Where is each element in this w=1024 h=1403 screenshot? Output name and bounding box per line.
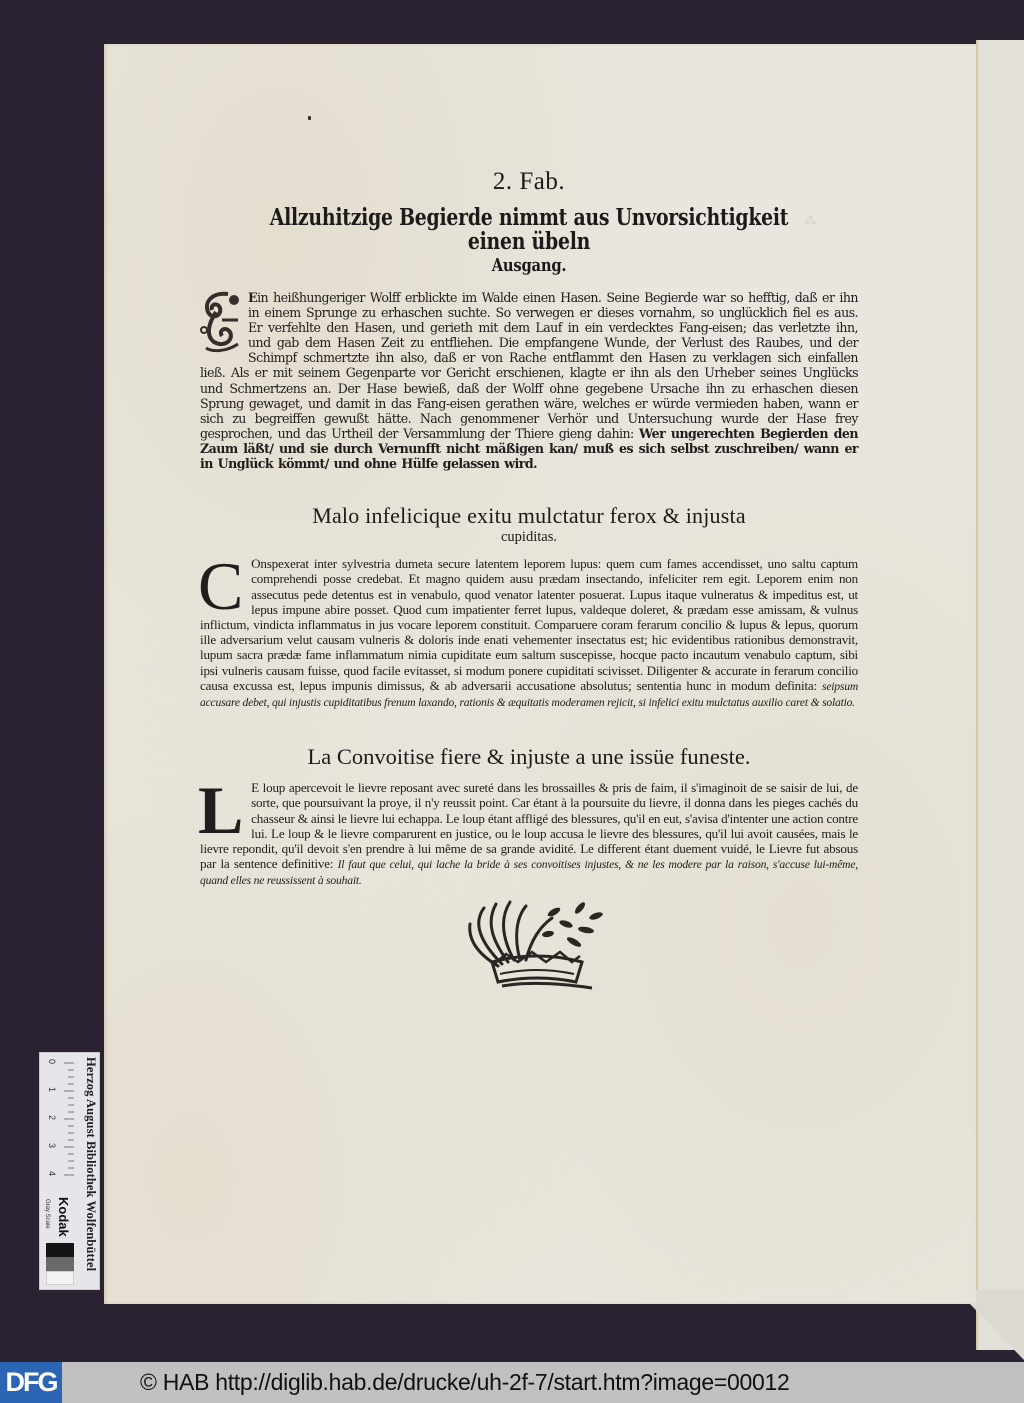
library-label: Herzog August Bibliothek Wolfenbüttel xyxy=(84,1057,98,1272)
german-title-line1: Allzuhitzige Begierde nimmt aus Unvorsichtigkeit einen übeln xyxy=(269,204,789,255)
copyright-url: © HAB http://diglib.hab.de/drucke/uh-2f-7/start.htm?image=00012 xyxy=(140,1369,790,1395)
adjacent-page-edge xyxy=(976,40,1024,1350)
french-title: La Convoitise fiere & injuste a une issüe funeste. xyxy=(307,744,751,770)
latin-drop-cap: C xyxy=(198,548,244,625)
svg-text:3: 3 xyxy=(47,1143,57,1149)
svg-text:4: 4 xyxy=(47,1171,57,1177)
gray-swatch-mid xyxy=(46,1257,74,1271)
german-title xyxy=(259,206,799,278)
french-body: E loup apercevoit le lievre reposant avec sureté dans les brossailles & pris de faim, il s'imaginoit de se saisir de lui, de sorte, que poursuivant la proye, il n'y reussit point. Car étant à la poursuite du lievre, il donna dans les pieges cachés du chasseur & ainsi le lievre lui echappa. Le loup étant affligé des blessures, qu'il en eut, s'avisa d'intenter une action contre lui. Le loup & le lievre comparurent en justice, ou le loup accusa le lievre des blessures, qu'il lui avoit causées, mais le lievre repondit, qu'il devoit s'en prendre à lui même de sa grande avidité. Le different étant duement vuidé, le Lievre fut absous par la sentence definitive: xyxy=(200,780,858,872)
german-title-line2: Ausgang. xyxy=(491,255,567,276)
latin-title-line2: cupiditas. xyxy=(501,529,557,546)
ruler-icon xyxy=(44,1057,74,1187)
gray-swatch-white xyxy=(46,1271,74,1285)
svg-text:2: 2 xyxy=(47,1115,57,1121)
french-text xyxy=(198,772,858,888)
bleed-through-text: ⁂ xyxy=(804,214,817,229)
german-body: in heißhungeriger Wolff erblickte im Walde einen Hasen. Seine Begierde war so hefftig, daß er ihn in einem Sprunge zu erhaschen suchte. So verwegen er dieses vornahm, so unglücklich fiel es aus. Er verfehlte den Hasen, und gerieth mit dem Lauf in ein verdecktes Fang-eisen; das verletzte ihn, und gab dem Hasen Zeit zu entfliehen. Die empfangene Wunde, der Verlust des Raubes, und der Schimpf schmertzte ihn also, daß er von Rache entflammt den Hasen zu verklagen sich einfallen ließ. Als er mit seinem Gegenparte vor Gericht erschienen, klagte er ihn als den Urheber seines Unglücks und Schmertzens an. Der Hase bewieß, daß der Wolff ohne gegebene Ursache ihn zu erhaschen diesen Sprung gewaget, und damit in das Fang-eisen gerathen wäre, welches er würde vermieden haben, wann er sich zu begreiffen gewußt hätte. Nach genommener Verhör und Untersuchung wurde der Hase frey gesprochen, und das Urtheil der Versammlung der Thiere gieng dahin: xyxy=(200,290,858,441)
kodak-label: Kodak xyxy=(56,1197,71,1237)
dfg-logo: DFG xyxy=(0,1362,62,1403)
ink-speck xyxy=(308,116,311,120)
french-drop-cap: L xyxy=(198,772,244,849)
scale-bar xyxy=(39,1052,100,1290)
french-moral: Il faut que celui, qui lache la bride à ses convoitises injustes, & ne les modere par la raison, s'accuse lui-même, quand elles ne reussissent à souhait. xyxy=(200,858,858,888)
footer-bar xyxy=(0,1362,1024,1403)
svg-text:1: 1 xyxy=(47,1087,57,1093)
ornate-initial-e-icon xyxy=(198,290,242,354)
latin-body: Onspexerat inter sylvestria dumeta secure latentem leporem lupus: quem cum fames accendisset, uno saltu captum comprehendi posse credebat. Et magno quidem ausu prædam insectando, infeliciter rem egit. Leporem enim non assecutus pede detentus est in venabulo, quod venator latenter posuerat. Lupus itaque vulneratus & impeditus est, ut lepus impune abire posset. Quod cum impatienter ferret lupus, valdeque doleret, & prædam esse amissam, & vulnus inflictum, vindicta inflammatus in jus vocare leporem constituit. Comparuere coram ferarum concilio & lupus & lepus, quorum ille adversarium velut causam vulneris & doloris inde enati vehementer insectatus est; hic evidentibus rationibus demonstravit, lupum sacra prædæ fame inflammatum nimia cupiditate eum saltum suscepisse, hocque pacto incautum venabulo captum, sibi ipsi vulneris causam fuisse, quod facile evitasset, si modum ponere cupiditati scivisset. Diligenter & accurate in ferarum concilio causa excussa est, lepus impunis dimissus, & ab adversarii accusatione absolutus; sententia hunc in modum definita: xyxy=(200,556,858,693)
german-text xyxy=(200,290,858,471)
gray-swatch-black xyxy=(46,1243,74,1257)
crown-ornament-icon xyxy=(462,894,612,994)
fable-number: 2. Fab. xyxy=(492,168,566,195)
gray-scale-label: Gray Scale xyxy=(44,1199,50,1229)
latin-moral: seipsum accusare debet, qui injustis cupiditatibus frenum laxando, rationis & æquitatis moderamen rejicit, si infelici exitu mulctatus auxilio caret & solatio. xyxy=(200,679,858,709)
latin-title: Malo infelicique exitu mulctatur ferox & injusta xyxy=(312,503,746,529)
page-content xyxy=(200,164,858,889)
latin-text xyxy=(198,548,858,710)
document-page xyxy=(104,44,976,1304)
svg-text:0: 0 xyxy=(47,1059,57,1065)
german-initial: E xyxy=(248,290,258,305)
german-moral: Wer ungerechten Begierden den Zaum läßt/ und sie durch Vernunfft nicht mäßigen kan/ muß es sich selbst zuschreiben/ wann er in Unglück kömmt/ und ohne Hülfe gelassen wird. xyxy=(200,425,858,472)
